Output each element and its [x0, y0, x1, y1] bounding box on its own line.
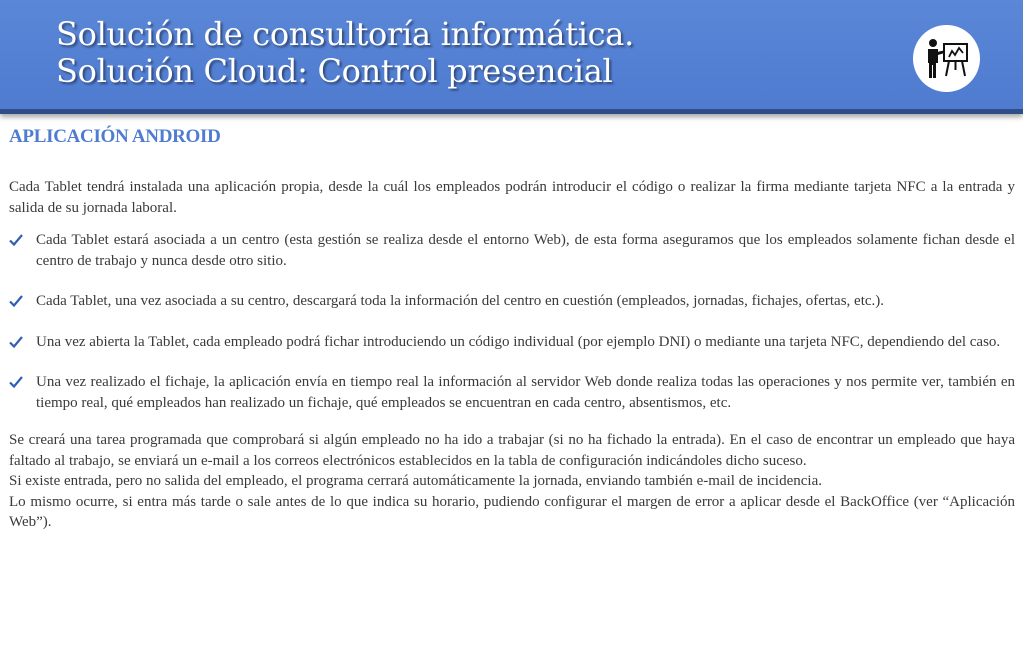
list-item [9, 372, 1015, 413]
list-item [9, 291, 1015, 312]
closing-paragraph: Si existe entrada, pero no salida del empleado, el programa cerrará automáticamente la jornada, enviando también e-mail de incidencia. [9, 473, 822, 489]
main-content [9, 124, 1015, 533]
checkmark-icon [9, 335, 23, 349]
header-banner [0, 0, 1023, 114]
list-item-text: Una vez realizado el fichaje, la aplicación envía en tiempo real la información al servidor Web donde realiza todas las operaciones y nos permite ver, también en tiempo real, qué empleados han realizado un fichaje, qué empleados se encuentran en cada centro, absentismos, etc. [36, 374, 1015, 411]
checkmark-icon [9, 233, 23, 247]
presenter-board-icon [913, 25, 980, 92]
section-title: APLICACIÓN ANDROID [9, 126, 221, 147]
list-item-text: Cada Tablet, una vez asociada a su centro, descargará toda la información del centro en cuestión (empleados, jornadas, fichajes, ofertas, etc.). [36, 293, 885, 309]
closing-paragraph: Se creará una tarea programada que comprobará si algún empleado no ha ido a trabajar (si no ha fichado la entrada). En el caso de encontrar un empleado que haya faltado al trabajo, se enviará un e-mail a los correos electrónicos establecidos en la tabla de configuración indicándoles dicho suceso. [9, 432, 1015, 469]
intro-paragraph: Cada Tablet tendrá instalada una aplicación propia, desde la cuál los empleados podrán introducir el código o realizar la firma mediante tarjeta NFC a la entrada y salida de su jornada laboral. [9, 179, 1015, 216]
list-item [9, 332, 1015, 353]
title-line-1: Solución de consultoría informática. [56, 15, 634, 53]
title-line-2: Solución Cloud: Control presencial [56, 52, 613, 90]
checkmark-icon [9, 375, 23, 389]
checkmark-icon [9, 294, 23, 308]
page-title [56, 16, 634, 90]
closing-section [9, 430, 1015, 533]
list-item [9, 230, 1015, 271]
list-item-text: Cada Tablet estará asociada a un centro (esta gestión se realiza desde el entorno Web), de esta forma aseguramos que los empleados solamente fichan desde el centro de trabajo y nunca desde otro sitio. [36, 232, 1015, 269]
list-item-text: Una vez abierta la Tablet, cada empleado podrá fichar introduciendo un código individual (por ejemplo DNI) o mediante una tarjeta NFC, dependiendo del caso. [36, 333, 1001, 350]
closing-paragraph: Lo mismo ocurre, si entra más tarde o sale antes de lo que indica su horario, pudiendo configurar el margen de error a aplicar desde el BackOffice (ver “Aplicación Web”). [9, 493, 1015, 530]
feature-list [9, 230, 1015, 413]
